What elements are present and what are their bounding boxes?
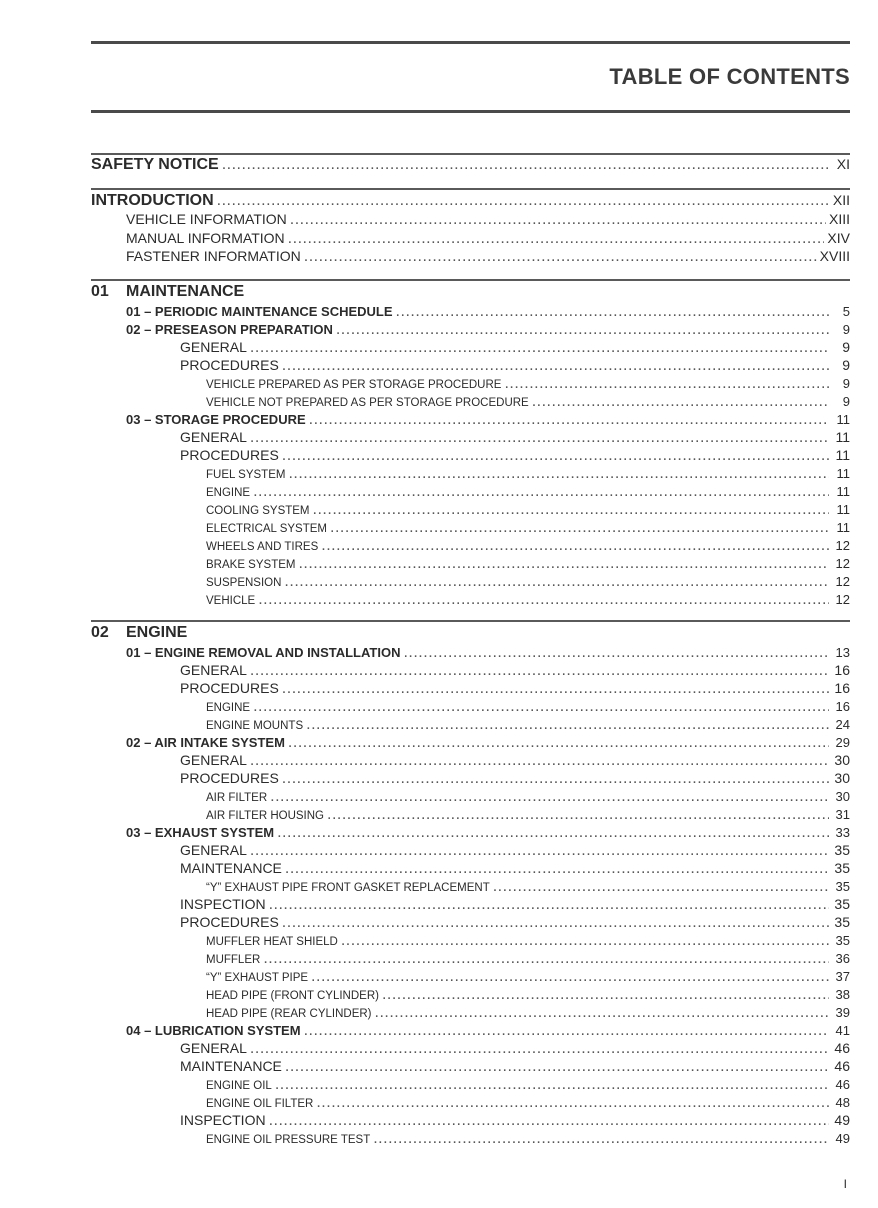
entry-label: MUFFLER <box>206 954 261 966</box>
entry-label: INTRODUCTION <box>91 192 214 209</box>
entry-label: GENERAL <box>180 752 247 768</box>
entry-page: 12 <box>835 592 850 607</box>
entry-page: 9 <box>842 357 850 373</box>
entry-label: VEHICLE NOT PREPARED AS PER STORAGE PROCEDURE <box>206 397 529 409</box>
toc-entry[interactable] <box>91 573 850 591</box>
toc-entry[interactable] <box>91 429 850 447</box>
entry-page: XI <box>836 156 850 172</box>
entry-label: ENGINE OIL <box>206 1080 272 1092</box>
entry-page: 33 <box>835 825 850 840</box>
entry-page: 11 <box>835 447 850 463</box>
entry-page: 49 <box>835 1131 850 1146</box>
entry-page: 12 <box>835 538 850 553</box>
section-02-rule <box>91 620 850 622</box>
page-title: TABLE OF CONTENTS <box>609 64 850 89</box>
section-number: 02 <box>91 624 109 641</box>
entry-page: 46 <box>835 1077 850 1092</box>
entry-page: 24 <box>835 717 850 732</box>
toc-entry[interactable] <box>91 806 850 824</box>
entry-page: 11 <box>835 429 850 445</box>
toc-entry[interactable] <box>91 1094 850 1112</box>
entry-label: GENERAL <box>180 1040 247 1056</box>
toc-entry-manual-information[interactable] <box>91 230 850 248</box>
entry-label: VEHICLE <box>206 595 256 607</box>
toc-entry[interactable] <box>91 986 850 1004</box>
entry-label: 03 – EXHAUST SYSTEM <box>126 825 275 840</box>
toc-entry[interactable] <box>91 393 850 411</box>
entry-page: 36 <box>835 951 850 966</box>
entry-label: INSPECTION <box>180 896 266 912</box>
toc-entry[interactable] <box>91 860 850 878</box>
title-rule <box>91 110 850 113</box>
entry-label: 01 – PERIODIC MAINTENANCE SCHEDULE <box>126 304 393 319</box>
entry-page: 49 <box>834 1112 850 1128</box>
entry-page: 35 <box>834 860 850 876</box>
entry-page: 48 <box>835 1095 850 1110</box>
toc-entry[interactable] <box>91 1004 850 1022</box>
toc-entry[interactable] <box>91 788 850 806</box>
entry-label: VEHICLE INFORMATION <box>126 211 287 227</box>
entry-label: MANUAL INFORMATION <box>126 230 285 246</box>
entry-page: 30 <box>834 752 850 768</box>
toc-entry[interactable] <box>91 1130 850 1148</box>
entry-label: GENERAL <box>180 339 247 355</box>
toc-entry[interactable] <box>91 1040 850 1058</box>
toc-entry[interactable] <box>91 303 850 321</box>
entry-page: XIV <box>827 230 850 246</box>
entry-label: AIR FILTER <box>206 792 268 804</box>
entry-page: 9 <box>842 339 850 355</box>
entry-page: 29 <box>835 735 850 750</box>
entry-page: 12 <box>835 574 850 589</box>
entry-label: GENERAL <box>180 429 247 445</box>
toc-entry[interactable] <box>91 914 850 932</box>
toc-entry-introduction[interactable] <box>91 192 850 210</box>
toc-entry[interactable] <box>91 716 850 734</box>
entry-label: MUFFLER HEAT SHIELD <box>206 936 338 948</box>
entry-page: 11 <box>836 484 850 499</box>
toc-entry[interactable] <box>91 824 850 842</box>
toc-entry[interactable] <box>91 968 850 986</box>
entry-label: WHEELS AND TIRES <box>206 541 319 553</box>
toc-entry[interactable] <box>91 537 850 555</box>
intro-rule <box>91 188 850 190</box>
entry-page: 46 <box>834 1058 850 1074</box>
entry-page: 46 <box>834 1040 850 1056</box>
entry-page: 13 <box>835 645 850 660</box>
section-heading-maintenance[interactable] <box>91 283 244 301</box>
safety-rule <box>91 153 850 155</box>
entry-page: 38 <box>835 987 850 1002</box>
entry-label: BRAKE SYSTEM <box>206 559 296 571</box>
toc-entry[interactable] <box>91 1058 850 1076</box>
section-01-rule <box>91 279 850 281</box>
toc-entry[interactable] <box>91 465 850 483</box>
entry-page: 30 <box>835 789 850 804</box>
entry-label: FASTENER INFORMATION <box>126 248 301 264</box>
entry-page: XVIII <box>819 248 850 264</box>
entry-label: GENERAL <box>180 842 247 858</box>
toc-entry[interactable] <box>91 519 850 537</box>
toc-entry[interactable] <box>91 680 850 698</box>
toc-entry[interactable] <box>91 591 850 609</box>
toc-entry[interactable] <box>91 770 850 788</box>
entry-label: GENERAL <box>180 662 247 678</box>
entry-page: 11 <box>836 412 850 427</box>
entry-label: 02 – PRESEASON PREPARATION <box>126 322 333 337</box>
entry-label: ENGINE <box>206 702 251 714</box>
toc-entry[interactable] <box>91 932 850 950</box>
entry-label: ELECTRICAL SYSTEM <box>206 523 327 535</box>
entry-label: SAFETY NOTICE <box>91 156 219 173</box>
entry-page: 5 <box>842 304 850 319</box>
toc-entry[interactable] <box>91 375 850 393</box>
entry-page: 41 <box>835 1023 850 1038</box>
entry-label: MAINTENANCE <box>180 860 282 876</box>
toc-entry[interactable] <box>91 483 850 501</box>
toc-entry[interactable] <box>91 698 850 716</box>
entry-label: PROCEDURES <box>180 770 279 786</box>
entry-page: 35 <box>835 933 850 948</box>
top-rule <box>91 41 850 44</box>
entry-label: PROCEDURES <box>180 447 279 463</box>
entry-page: 31 <box>835 807 850 822</box>
entry-page: 9 <box>842 376 850 391</box>
entry-label: 02 – AIR INTAKE SYSTEM <box>126 735 285 750</box>
toc-entry-vehicle-information[interactable] <box>91 211 850 229</box>
entry-page: 11 <box>836 466 850 481</box>
entry-page: 35 <box>834 914 850 930</box>
entry-page: 39 <box>835 1005 850 1020</box>
toc-entry[interactable] <box>91 1076 850 1094</box>
entry-label: PROCEDURES <box>180 914 279 930</box>
toc-entry[interactable] <box>91 1112 850 1130</box>
section-number: 01 <box>91 283 109 300</box>
entry-label: ENGINE OIL PRESSURE TEST <box>206 1134 371 1146</box>
entry-label: COOLING SYSTEM <box>206 505 310 517</box>
page-number: I <box>843 1177 847 1191</box>
entry-label: 03 – STORAGE PROCEDURE <box>126 412 306 427</box>
section-heading-engine[interactable] <box>91 624 187 642</box>
entry-label: “Y” EXHAUST PIPE <box>206 972 309 984</box>
section-title: ENGINE <box>126 624 188 641</box>
entry-label: FUEL SYSTEM <box>206 469 286 481</box>
entry-page: 37 <box>835 969 850 984</box>
entry-label: ENGINE MOUNTS <box>206 720 304 732</box>
toc-entry[interactable] <box>91 752 850 770</box>
entry-label: HEAD PIPE (FRONT CYLINDER) <box>206 990 379 1002</box>
toc-entry-safety-notice[interactable] <box>91 156 850 174</box>
entry-page: 35 <box>835 879 850 894</box>
toc-entry[interactable] <box>91 1022 850 1040</box>
toc-entry[interactable] <box>91 842 850 860</box>
toc-entry[interactable] <box>91 321 850 339</box>
entry-page: 11 <box>836 502 850 517</box>
entry-page: 35 <box>834 896 850 912</box>
entry-label: INSPECTION <box>180 1112 266 1128</box>
entry-page: 16 <box>834 662 850 678</box>
entry-label: “Y” EXHAUST PIPE FRONT GASKET REPLACEMENT <box>206 882 490 894</box>
entry-label: ENGINE <box>206 487 251 499</box>
toc-entry[interactable] <box>91 896 850 914</box>
entry-page: 9 <box>842 322 850 337</box>
toc-entry[interactable] <box>91 878 850 896</box>
entry-page: 9 <box>842 394 850 409</box>
entry-label: PROCEDURES <box>180 357 279 373</box>
entry-label: HEAD PIPE (REAR CYLINDER) <box>206 1008 372 1020</box>
toc-entry[interactable] <box>91 339 850 357</box>
entry-label: 04 – LUBRICATION SYSTEM <box>126 1023 301 1038</box>
toc-entry[interactable] <box>91 662 850 680</box>
toc-entry[interactable] <box>91 734 850 752</box>
entry-page: XIII <box>828 211 850 227</box>
entry-page: XII <box>832 192 850 208</box>
toc-entry[interactable] <box>91 411 850 429</box>
entry-label: AIR FILTER HOUSING <box>206 810 324 822</box>
entry-label: MAINTENANCE <box>180 1058 282 1074</box>
entry-page: 16 <box>835 699 850 714</box>
entry-label: ENGINE OIL FILTER <box>206 1098 314 1110</box>
entry-label: PROCEDURES <box>180 680 279 696</box>
toc-entry[interactable] <box>91 447 850 465</box>
toc-entry[interactable] <box>91 357 850 375</box>
entry-page: 30 <box>834 770 850 786</box>
entry-page: 12 <box>835 556 850 571</box>
section-title: MAINTENANCE <box>126 283 245 300</box>
toc-entry[interactable] <box>91 501 850 519</box>
entry-label: VEHICLE PREPARED AS PER STORAGE PROCEDURE <box>206 379 502 391</box>
entry-page: 16 <box>834 680 850 696</box>
toc-entry[interactable] <box>91 950 850 968</box>
entry-label: 01 – ENGINE REMOVAL AND INSTALLATION <box>126 645 401 660</box>
toc-entry[interactable] <box>91 644 850 662</box>
entry-page: 35 <box>834 842 850 858</box>
toc-entry-fastener-information[interactable] <box>91 248 850 266</box>
entry-label: SUSPENSION <box>206 577 282 589</box>
entry-page: 11 <box>836 520 850 535</box>
toc-entry[interactable] <box>91 555 850 573</box>
